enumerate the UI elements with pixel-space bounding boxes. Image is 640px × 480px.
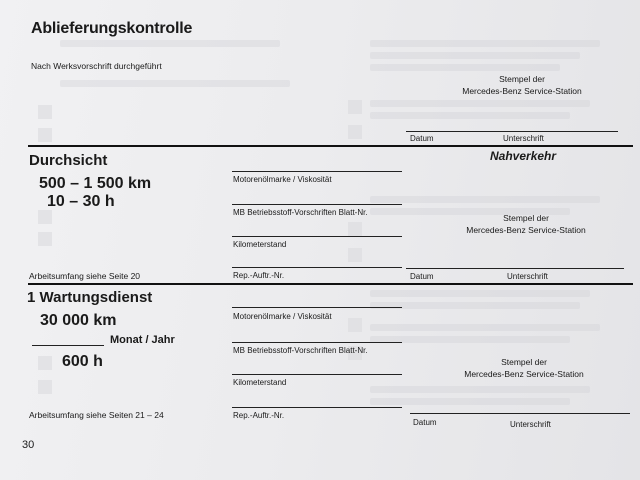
signature-line-2[interactable]	[406, 268, 624, 269]
stamp-caption-line1: Stempel der	[499, 74, 545, 84]
month-year-label: Monat / Jahr	[110, 334, 175, 346]
stamp-caption-3	[454, 356, 594, 380]
oil-brand-label-1: Motorenölmarke / Viskosität	[233, 175, 332, 184]
section-title-wartungsdienst: 1 Wartungsdienst	[27, 289, 153, 306]
spec-sheet-field-1[interactable]	[232, 204, 402, 205]
signature-label-1: Unterschrift	[503, 134, 544, 143]
odometer-label-2: Kilometerstand	[233, 378, 287, 387]
repair-order-field-2[interactable]	[232, 407, 402, 408]
stamp-caption-2	[456, 212, 596, 236]
oil-brand-field-2[interactable]	[232, 307, 402, 308]
repair-order-field-1[interactable]	[232, 267, 402, 268]
odometer-field-2[interactable]	[232, 374, 402, 375]
odometer-label-1: Kilometerstand	[233, 240, 287, 249]
page-title: Ablieferungskontrolle	[31, 20, 193, 37]
interval-hours: 10 – 30 h	[47, 193, 115, 210]
section-divider-1	[28, 145, 633, 147]
page-number: 30	[22, 439, 35, 451]
interval-hours-2: 600 h	[62, 353, 103, 370]
oil-brand-field-1[interactable]	[232, 171, 402, 172]
stamp-caption-1	[452, 73, 592, 97]
scope-note-2: Arbeitsumfang siehe Seiten 21 – 24	[29, 410, 164, 420]
odometer-field-1[interactable]	[232, 236, 402, 237]
oil-brand-label-2: Motorenölmarke / Viskosität	[233, 312, 332, 321]
date-label-2: Datum	[410, 272, 434, 281]
stamp-caption-line2: Mercedes-Benz Service-Station	[464, 369, 584, 379]
section-title-durchsicht: Durchsicht	[29, 152, 108, 169]
scope-note-1: Arbeitsumfang siehe Seite 20	[29, 271, 141, 281]
spec-sheet-field-2[interactable]	[232, 342, 402, 343]
section-divider-2	[28, 283, 633, 285]
repair-order-label-1: Rep.-Auftr.-Nr.	[233, 271, 285, 280]
interval-km: 500 – 1 500 km	[39, 175, 152, 192]
signature-line-1[interactable]	[406, 131, 618, 132]
stamp-caption-line1: Stempel der	[501, 357, 547, 367]
signature-label-3: Unterschrift	[510, 420, 551, 429]
repair-order-label-2: Rep.-Auftr.-Nr.	[233, 411, 285, 420]
spec-sheet-label-2: MB Betriebsstoff-Vorschriften Blatt-Nr.	[233, 346, 368, 355]
delivery-note: Nach Werksvorschrift durchgeführt	[31, 61, 162, 71]
date-label-3: Datum	[413, 418, 437, 427]
signature-label-2: Unterschrift	[507, 272, 548, 281]
stamp-caption-line2: Mercedes-Benz Service-Station	[466, 225, 586, 235]
signature-line-3[interactable]	[410, 413, 630, 414]
stamp-caption-line1: Stempel der	[503, 213, 549, 223]
month-year-field[interactable]	[32, 345, 104, 346]
date-label-1: Datum	[410, 134, 434, 143]
stamp-caption-line2: Mercedes-Benz Service-Station	[462, 86, 582, 96]
section-tag-nahverkehr: Nahverkehr	[490, 149, 557, 163]
interval-km-2: 30 000 km	[40, 312, 117, 329]
spec-sheet-label-1: MB Betriebsstoff-Vorschriften Blatt-Nr.	[233, 208, 368, 217]
